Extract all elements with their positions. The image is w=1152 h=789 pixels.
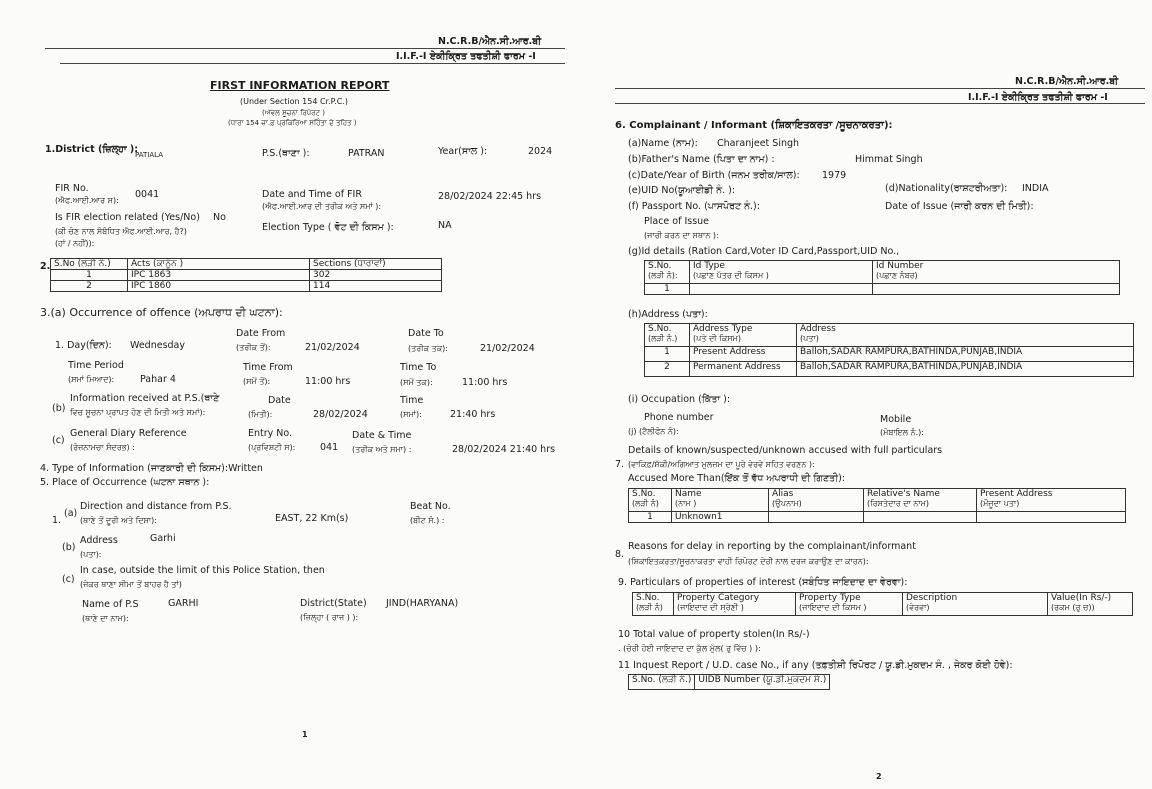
- phone-pa: (j) (ਟੈਲੀਫੋਨ ਨੰ):: [628, 427, 679, 436]
- district-state-value: JIND(HARYANA): [386, 598, 459, 609]
- district-state-label: District(State): [300, 598, 367, 609]
- id-details-table: [644, 260, 1120, 295]
- property-header-pa: (ਲੜੀ ਨੰ): [636, 603, 663, 612]
- gd-c-label: (c): [52, 435, 65, 446]
- header-rule: [45, 48, 565, 49]
- complainant-name-value: Charanjeet Singh: [717, 138, 800, 149]
- property-header-pa: (ਰਕਮ (ਰੁ ਚ)): [1051, 603, 1095, 612]
- district-label: 1.District (ਜ਼ਿਲ੍ਹਾ ):: [45, 144, 138, 155]
- info-b-label: (b): [52, 403, 66, 414]
- property-header-label: Description: [906, 593, 958, 603]
- address-header-pa: (ਪਤਾ): [800, 334, 819, 343]
- ps-label: P.S.(ਥਾਣਾ ):: [262, 148, 310, 159]
- properties-title: 9. Particulars of properties of interest (ਸਬੰਧਿਤ ਜਾਇਦਾਦ ਦਾ ਵੇਰਵਾ):: [618, 577, 908, 588]
- info-time-pa: (ਸਮਾਂ):: [400, 410, 422, 419]
- nationality-value: INDIA: [1022, 183, 1049, 194]
- property-header-label: S.No.: [636, 593, 660, 603]
- accused-header-cell: [864, 489, 977, 512]
- property-header-label: Property Category: [677, 593, 760, 603]
- mobile-pa: (ਮੋਬਾਇਲ ਨੰ.):: [880, 428, 924, 437]
- inquest-table: [628, 674, 830, 690]
- address-header-label: S.No.: [648, 324, 672, 334]
- acts-cell: 302: [310, 270, 442, 281]
- info-date-label: Date: [268, 395, 291, 406]
- date-from-label: Date From: [236, 328, 286, 339]
- id-header-cell: [645, 261, 690, 284]
- table-header-row: [629, 489, 1126, 512]
- district-state-pa: (ਜ਼ਿਲ੍ਹਾ ( ਰਾਜ ) ):: [300, 613, 359, 622]
- complainant-title: 6. Complainant / Informant (ਸ਼ਿਕਾਇਤਕਰਤਾ /ਸੂਚਨਾਕਰਤਾ):: [615, 120, 893, 131]
- address-label: Address: [80, 535, 118, 546]
- address-cell: Permanent Address: [690, 362, 797, 377]
- address-header-pa: (ਲੜੀ ਨੰ.): [648, 334, 678, 343]
- address-cell: 1: [645, 347, 690, 362]
- complainant-name-label: (a)Name (ਨਾਮ):: [628, 138, 698, 149]
- property-header-pa: (ਵੇਰਵਾ): [906, 603, 930, 612]
- dob-label: (c)Date/Year of Birth (ਜਨਮ ਤਰੀਕ/ਸਾਲ):: [628, 170, 800, 181]
- address-value: Garhi: [150, 533, 176, 544]
- direction-number: 1.: [52, 515, 62, 526]
- property-header-label: Value(In Rs/-): [1051, 593, 1112, 603]
- father-name-value: Himmat Singh: [855, 154, 923, 165]
- gd-label: General Diary Reference: [70, 428, 187, 439]
- direction-value: EAST, 22 Km(s): [275, 513, 349, 524]
- occupation-label: (i) Occupation (ਕਿੱਤਾ ):: [628, 394, 731, 405]
- iif-header: I.I.F.-I ਏਕੀਕ੍ਰਿਤ ਤਫਤੀਸ਼ੀ ਫਾਰਮ -I: [396, 51, 536, 62]
- page-subtitle-pa2: (ਧਾਰਾ 154 ਜ਼ਾ.ਫ਼ ਪ੍ਰਕਿਰਿਆ ਸਹਿੰਤਾ ਦੇ ਤਹਿਤ ): [228, 119, 357, 127]
- ps-value: PATRAN: [348, 148, 385, 159]
- id-header-label: S.No.: [648, 261, 672, 271]
- property-header-cell: [674, 593, 796, 616]
- accused-header-cell: [977, 489, 1126, 512]
- ncrb-header: N.C.R.B/ਐਨ.ਸੀ.ਆਰ.ਬੀ: [1015, 76, 1119, 87]
- property-header-cell: [796, 593, 903, 616]
- acts-table: [50, 258, 442, 292]
- accused-header-pa: (ਨਾਮ ): [675, 499, 697, 508]
- direction-a-label: (a): [64, 508, 78, 519]
- inquest-header: UIDB Number (ਯੂ.ਡੀ.ਮੁਕਦਮ ਸੰ.): [695, 675, 830, 690]
- id-header-label: Id Type: [693, 261, 725, 271]
- date-to-value: 21/02/2024: [480, 343, 535, 354]
- accused-header-pa: (ਲੜੀ ਨੰ): [632, 499, 659, 508]
- info-received-pa: ਵਿਚ ਸੂਚਨਾ ਪ੍ਰਾਪਤ ਹੋਣ ਦੀ ਮਿਤੀ ਅਤੇ ਸਮਾਂ):: [70, 408, 206, 417]
- table-header-row: [645, 324, 1134, 347]
- id-cell: 1: [645, 284, 690, 295]
- election-question-pa: (ਕੀ ਚੋਣ ਨਾਲ ਸੰਬੰਧਿਤ ਐਫ.ਆਈ.ਆਰ, ਹੈ?): [55, 227, 187, 236]
- table-row: [645, 284, 1120, 295]
- acts-header: S.No (ਲੜੀ ਨੰ.): [51, 259, 128, 270]
- acts-header: Sections (ਧਾਰਾਵਾਂ): [310, 259, 442, 270]
- address-header-cell: [645, 324, 690, 347]
- page-number: 2: [876, 772, 882, 781]
- phone-label: Phone number: [644, 412, 714, 423]
- election-question-value: No: [213, 212, 226, 223]
- issue-place-pa: (ਜਾਰੀ ਕਰਨ ਦਾ ਸਥਾਨ ):: [644, 231, 719, 240]
- passport-label: (f) Passport No. (ਪਾਸਪੋਰਟ ਨੰ.):: [628, 201, 760, 212]
- accused-header-label: Present Address: [980, 489, 1053, 499]
- acts-cell: IPC 1863: [128, 270, 310, 281]
- ps-name-pa: (ਥਾਣੇ ਦਾ ਨਾਮ):: [82, 614, 129, 623]
- gd-datetime-pa: (ਤਰੀਕ ਅਤੇ ਸਮਾ) :: [352, 445, 412, 454]
- entry-no-pa: (ਪ੍ਰਵਿਸ਼ਟੀ ਸ):: [248, 443, 296, 452]
- id-header-cell: [873, 261, 1120, 284]
- year-label: Year(ਸਾਲ ):: [438, 146, 488, 157]
- delay-label: Reasons for delay in reporting by the complainant/informant: [628, 541, 916, 552]
- outside-limit-label: In case, outside the limit of this Police Station, then: [80, 565, 325, 576]
- date-to-pa: (ਤਰੀਕ ਤਕ):: [408, 344, 449, 353]
- ps-name-label: Name of P.S: [82, 599, 139, 610]
- header-rule-2: [60, 63, 565, 64]
- fir-no-label-pa: (ਐਫ.ਆਈ.ਆਰ ਸ):: [55, 196, 119, 205]
- property-header-cell: [1048, 593, 1133, 616]
- inquest-label: 11 Inquest Report / U.D. case No., if any (ਤਫ਼ਤੀਸ਼ੀ ਰਿਪੋਰਟ / ਯੂ.ਡੀ.ਮੁਕਦਮ ਸੰ. , ਜੇਕਰ ਕੋਈ ਹੋਵੇ):: [618, 660, 1013, 671]
- fir-page-2: [590, 0, 1152, 789]
- fir-no-label: FIR No.: [55, 183, 89, 194]
- date-to-label: Date To: [408, 328, 444, 339]
- time-period-pa: (ਸਮਾਂ ਮਿਆਦ):: [68, 375, 115, 384]
- direction-label: Direction and distance from P.S.: [80, 501, 232, 512]
- fir-datetime-label-pa: (ਐਫ.ਆਈ.ਆਰ ਦੀ ਤਰੀਕ ਅਤੇ ਸਮਾਂ ):: [262, 202, 382, 211]
- place-of-occurrence-title: 5. Place of Occurrence (ਘਟਨਾ ਸਥਾਨ ):: [40, 477, 210, 488]
- time-from-pa: (ਸਮੇਂ ਤੋਂ):: [243, 377, 271, 386]
- gd-label-pa: (ਰੋਜ਼ਨਾਮਚਾ ਸੰਦਰਭ) :: [70, 443, 135, 452]
- time-from-value: 11:00 hrs: [305, 376, 351, 387]
- fir-datetime-value: 28/02/2024 22:45 hrs: [438, 191, 542, 202]
- address-cell: Present Address: [690, 347, 797, 362]
- election-question: Is FIR election related (Yes/No): [55, 212, 200, 223]
- accused-more-label: Accused More Than(ਇੱਕ ਤੋਂ ਵੱਧ ਅਪਰਾਧੀ ਦੀ ਗਿਣਤੀ):: [628, 473, 846, 484]
- id-cell: [690, 284, 873, 295]
- table-row: [629, 512, 1126, 523]
- fir-datetime-label: Date and Time of FIR: [262, 189, 362, 200]
- fir-no-value: 0041: [135, 189, 160, 200]
- address-pa: (ਪਤਾ):: [80, 550, 102, 559]
- accused-table: [628, 488, 1126, 523]
- accused-header-pa: (ਉਪਨਾਮ): [772, 499, 802, 508]
- acts-cell: IPC 1860: [128, 281, 310, 292]
- date-from-pa: (ਤਰੀਕ ਤੋਂ):: [236, 343, 271, 352]
- id-cell: [873, 284, 1120, 295]
- mobile-label: Mobile: [880, 414, 912, 425]
- gd-datetime-value: 28/02/2024 21:40 hrs: [452, 444, 556, 455]
- iif-header: I.I.F.-I ਏਕੀਕ੍ਰਿਤ ਤਫਤੀਸ਼ੀ ਫਾਰਮ -I: [968, 92, 1108, 103]
- acts-number: 2.: [40, 261, 51, 272]
- property-header-label: Property Type: [799, 593, 861, 603]
- accused-header-cell: [629, 489, 672, 512]
- table-header-row: [645, 261, 1120, 284]
- acts-header: Acts (ਕਾਨੂੰਨ ): [128, 259, 310, 270]
- header-rule-2: [615, 103, 1145, 104]
- direction-label-pa: (ਥਾਣੇ ਤੋਂ ਦੂਰੀ ਅਤੇ ਦਿਸ਼ਾ):: [80, 516, 157, 525]
- time-period-label: Time Period: [68, 360, 124, 371]
- address-header-cell: [690, 324, 797, 347]
- acts-cell: 2: [51, 281, 128, 292]
- accused-header-cell: [769, 489, 864, 512]
- accused-number: 7.: [615, 459, 625, 470]
- address-header-label: Address: [800, 324, 836, 334]
- delay-pa: (ਸ਼ਿਕਾਇਤਕਰਤਾ/ਸੂਚਨਾਕਰਤਾ ਵਾਹੀ ਰਿਪੋਰਟ ਦੇਰੀ ਨਾਲ ਦਰਜ ਕਰਾਉਣ ਦਾ ਕਾਰਨ):: [628, 557, 869, 566]
- acts-header-row: [51, 259, 442, 270]
- father-name-label: (b)Father's Name (ਪਿਤਾ ਦਾ ਨਾਮ) :: [628, 154, 775, 165]
- outside-c-label: (c): [62, 574, 75, 585]
- occurrence-title: 3.(a) Occurrence of offence (ਅਪਰਾਧ ਦੀ ਘਟਨਾ):: [40, 306, 283, 319]
- election-question-pa2: (ਹਾਂ / ਨਹੀਂ)):: [55, 239, 95, 248]
- total-value-label: 10 Total value of property stolen(In Rs/-): [618, 629, 810, 640]
- accused-header-cell: [672, 489, 769, 512]
- id-details-title: (g)Id details (Ration Card,Voter ID Card,Passport,UID No.,: [628, 246, 900, 257]
- property-header-cell: [903, 593, 1048, 616]
- info-date-pa: (ਮਿਤੀ):: [248, 410, 273, 419]
- district-value: PATIALA: [135, 151, 163, 159]
- address-header-label: Address Type: [693, 324, 753, 334]
- accused-title: Details of known/suspected/unknown accused with full particulars: [628, 445, 943, 456]
- accused-header-label: Relative's Name: [867, 489, 940, 499]
- time-to-pa: (ਸਮੇਂ ਤਕ):: [400, 378, 433, 387]
- property-header-pa: (ਜਾਇਦਾਦ ਦੀ ਕਿਸਮ ): [799, 603, 867, 612]
- accused-cell: [769, 512, 864, 523]
- outside-limit-pa: (ਜੇਕਰ ਥਾਣਾ ਸੀਮਾ ਤੋਂ ਬਾਹਰ ਹੈ ਤਾਂ): [80, 580, 182, 589]
- accused-header-pa: (ਰਿਸ਼ਤੇਦਾਰ ਦਾ ਨਾਮ): [867, 499, 929, 508]
- info-date-value: 28/02/2024: [313, 409, 368, 420]
- acts-cell: 1: [51, 270, 128, 281]
- table-row: [645, 362, 1134, 377]
- page-subtitle: (Under Section 154 Cr.P.C.): [240, 97, 349, 106]
- properties-table: [632, 592, 1133, 616]
- table-row: [645, 347, 1134, 362]
- address-table: [644, 323, 1134, 377]
- election-type-label: Election Type ( ਵੋਟ ਦੀ ਕਿਸਮ ):: [262, 222, 394, 233]
- info-time-value: 21:40 hrs: [450, 409, 496, 420]
- accused-header-label: S.No.: [632, 489, 656, 499]
- address-b-label: (b): [62, 542, 76, 553]
- type-of-information: 4. Type of Information (ਜਾਣਕਾਰੀ ਦੀ ਕਿਸਮ):Written: [40, 463, 263, 474]
- info-received-label: Information received at P.S.(ਥਾਣੇ: [70, 393, 220, 404]
- table-row: [51, 281, 442, 292]
- accused-header-label: Alias: [772, 489, 794, 499]
- year-value: 2024: [528, 146, 553, 157]
- time-to-value: 11:00 hrs: [462, 377, 508, 388]
- id-header-pa: (ਪਛਾਣ ਪੱਤਰ ਦੀ ਕਿਸਮ ): [693, 271, 769, 280]
- accused-cell: 1: [629, 512, 672, 523]
- table-header-row: [629, 675, 830, 690]
- property-header-cell: [633, 593, 674, 616]
- accused-cell: Unknown1: [672, 512, 769, 523]
- id-header-label: Id Number: [876, 261, 924, 271]
- accused-cell: [977, 512, 1126, 523]
- page-subtitle-pa: (ਅੱਵਲ ਸੂਚਨਾ ਰਿਪੋਰਟ ): [262, 109, 325, 117]
- entry-no-value: 041: [320, 442, 339, 453]
- day-label: 1. Day(ਦਿਨ):: [55, 340, 112, 351]
- page-title: FIRST INFORMATION REPORT: [210, 79, 390, 92]
- issue-place-label: Place of Issue: [644, 216, 710, 227]
- issue-date-label: Date of Issue (ਜਾਰੀ ਕਰਨ ਦੀ ਮਿਤੀ):: [885, 201, 1034, 212]
- ps-name-value: GARHI: [168, 598, 199, 609]
- total-value-pa: . (ਚੋਰੀ ਹੋਈ ਜਾਇਦਾਦ ਦਾ ਕੁੱਲ ਮੁੱਲ( ਰੁ ਵਿੱਚ ) ):: [618, 644, 761, 653]
- address-cell: 2: [645, 362, 690, 377]
- id-header-pa: (ਪਛਾਣ ਨੰਬਰ): [876, 271, 918, 280]
- date-from-value: 21/02/2024: [305, 342, 360, 353]
- accused-title-pa: (ਵਾਕਿਫ਼/ਸ਼ੱਕੀ/ਅਗਿਆਤ ਮੁਲਜ਼ਮ ਦਾ ਪੂਰੇ ਵੇਰਵੇ ਸਹਿਤ ਵਰਣਨ ):: [628, 460, 815, 469]
- address-header-pa: (ਪਤੇ ਦੀ ਕਿਸਮ): [693, 334, 741, 343]
- uid-label: (e)UID No(ਯੂਆਈਡੀ ਨੰ. ):: [628, 185, 736, 196]
- header-rule: [615, 88, 1145, 89]
- address-cell: Balloh,SADAR RAMPURA,BATHINDA,PUNJAB,INDIA: [797, 347, 1134, 362]
- dob-value: 1979: [822, 170, 847, 181]
- address-header-cell: [797, 324, 1134, 347]
- day-value: Wednesday: [130, 340, 186, 351]
- property-header-pa: (ਜਾਇਦਾਦ ਦੀ ਸ੍ਰੇਣੀ ): [677, 603, 744, 612]
- time-to-label: Time To: [400, 362, 437, 373]
- time-period-value: Pahar 4: [140, 374, 176, 385]
- election-type-value: NA: [438, 220, 452, 231]
- address-title: (h)Address (ਪਤਾ):: [628, 309, 708, 320]
- entry-no-label: Entry No.: [248, 428, 293, 439]
- id-header-pa: (ਲੜੀ ਨੰ):: [648, 271, 678, 280]
- address-cell: Balloh,SADAR RAMPURA,BATHINDA,PUNJAB,INDIA: [797, 362, 1134, 377]
- beat-no-pa: (ਬੀਟ ਸੰ.) :: [410, 516, 445, 525]
- accused-header-pa: (ਮੌਜੂਦਾ ਪਤਾ): [980, 499, 1020, 508]
- info-time-label: Time: [400, 395, 424, 406]
- beat-no-label: Beat No.: [410, 501, 451, 512]
- id-header-cell: [690, 261, 873, 284]
- accused-header-label: Name: [675, 489, 702, 499]
- ncrb-header: N.C.R.B/ਐਨ.ਸੀ.ਆਰ.ਬੀ: [438, 36, 542, 47]
- delay-number: 8.: [615, 549, 625, 560]
- nationality-label: (d)Nationality(ਰਾਸ਼ਟਰੀਅਤਾ):: [885, 183, 1008, 194]
- table-header-row: [633, 593, 1133, 616]
- page-number: 1: [302, 730, 308, 739]
- inquest-header: S.No. (ਲੜੀ ਨੰ.): [629, 675, 695, 690]
- table-row: [51, 270, 442, 281]
- acts-cell: 114: [310, 281, 442, 292]
- gd-datetime-label: Date & Time: [352, 430, 412, 441]
- time-from-label: Time From: [243, 362, 293, 373]
- accused-cell: [864, 512, 977, 523]
